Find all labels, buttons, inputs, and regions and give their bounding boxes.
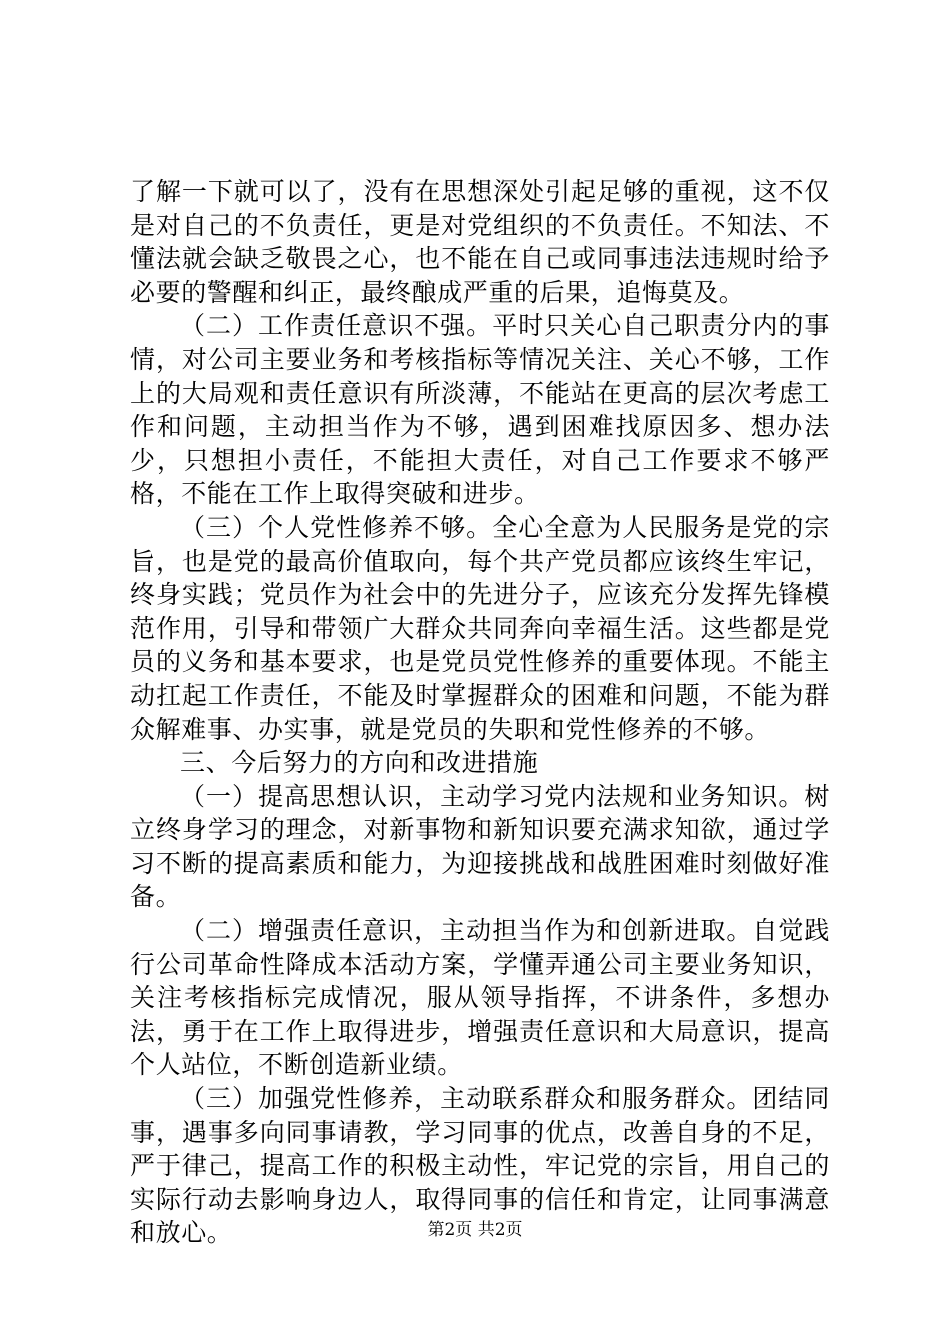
paragraph-strengthen-responsibility: （二）增强责任意识，主动担当作为和创新进取。自觉践行公司革命性降成本活动方案，学懂弄通公司主要业务知识，关注考核指标完成情况，服从领导指挥，不讲条件，多想办法，勇于在工作上取得进步，增强责任意识和大局意识，提高个人站位，不断创造新业绩。 — [130, 916, 830, 1080]
paragraph-improve-awareness: （一）提高思想认识，主动学习党内法规和业务知识。树立终身学习的理念，对新事物和新知识要充满求知欲，通过学习不断的提高素质和能力，为迎接挑战和战胜困难时刻做好准备。 — [130, 781, 830, 912]
section-heading-improvement: 三、今后努力的方向和改进措施 — [180, 748, 539, 778]
paragraph-party-cultivation: （三）个人党性修养不够。全心全意为人民服务是党的宗旨，也是党的最高价值取向，每个共产党员都应该终生牢记，终身实践；党员作为社会中的先进分子，应该充分发挥先锋模范作用，引导和带领广大群众共同奔向幸福生活。这些都是党员的义务和基本要求，也是党员党性修养的重要体现。不能主动扛起工作责任，不能及时掌握群众的困难和问题，不能为群众解难事、办实事，就是党员的失职和党性修养的不够。 — [130, 512, 830, 744]
paragraph-work-responsibility: （二）工作责任意识不强。平时只关心自己职责分内的事情，对公司主要业务和考核指标等情况关注、关心不够，工作上的大局观和责任意识有所淡薄，不能站在更高的层次考虑工作和问题，主动担当作为不够，遇到困难找原因多、想办法少，只想担小责任，不能担大责任，对自己工作要求不够严格，不能在工作上取得突破和进步。 — [130, 311, 830, 509]
document-body — [130, 175, 830, 1250]
paragraph-continuation: 了解一下就可以了，没有在思想深处引起足够的重视，这不仅是对自己的不负责任，更是对党组织的不负责任。不知法、不懂法就会缺乏敬畏之心，也不能在自己或同事违法违规时给予必要的警醒和纠正，最终酿成严重的后果，追悔莫及。 — [130, 177, 830, 307]
paragraph-strengthen-cultivation: （三）加强党性修养，主动联系群众和服务群众。团结同事，遇事多向同事请教，学习同事的优点，改善自身的不足，严于律己，提高工作的积极主动性，牢记党的宗旨，用自己的实际行动去影响身边人，取得同事的信任和肯定，让同事满意和放心。 — [130, 1084, 830, 1248]
page-number-footer: 第2页 共2页 — [427, 1220, 523, 1240]
